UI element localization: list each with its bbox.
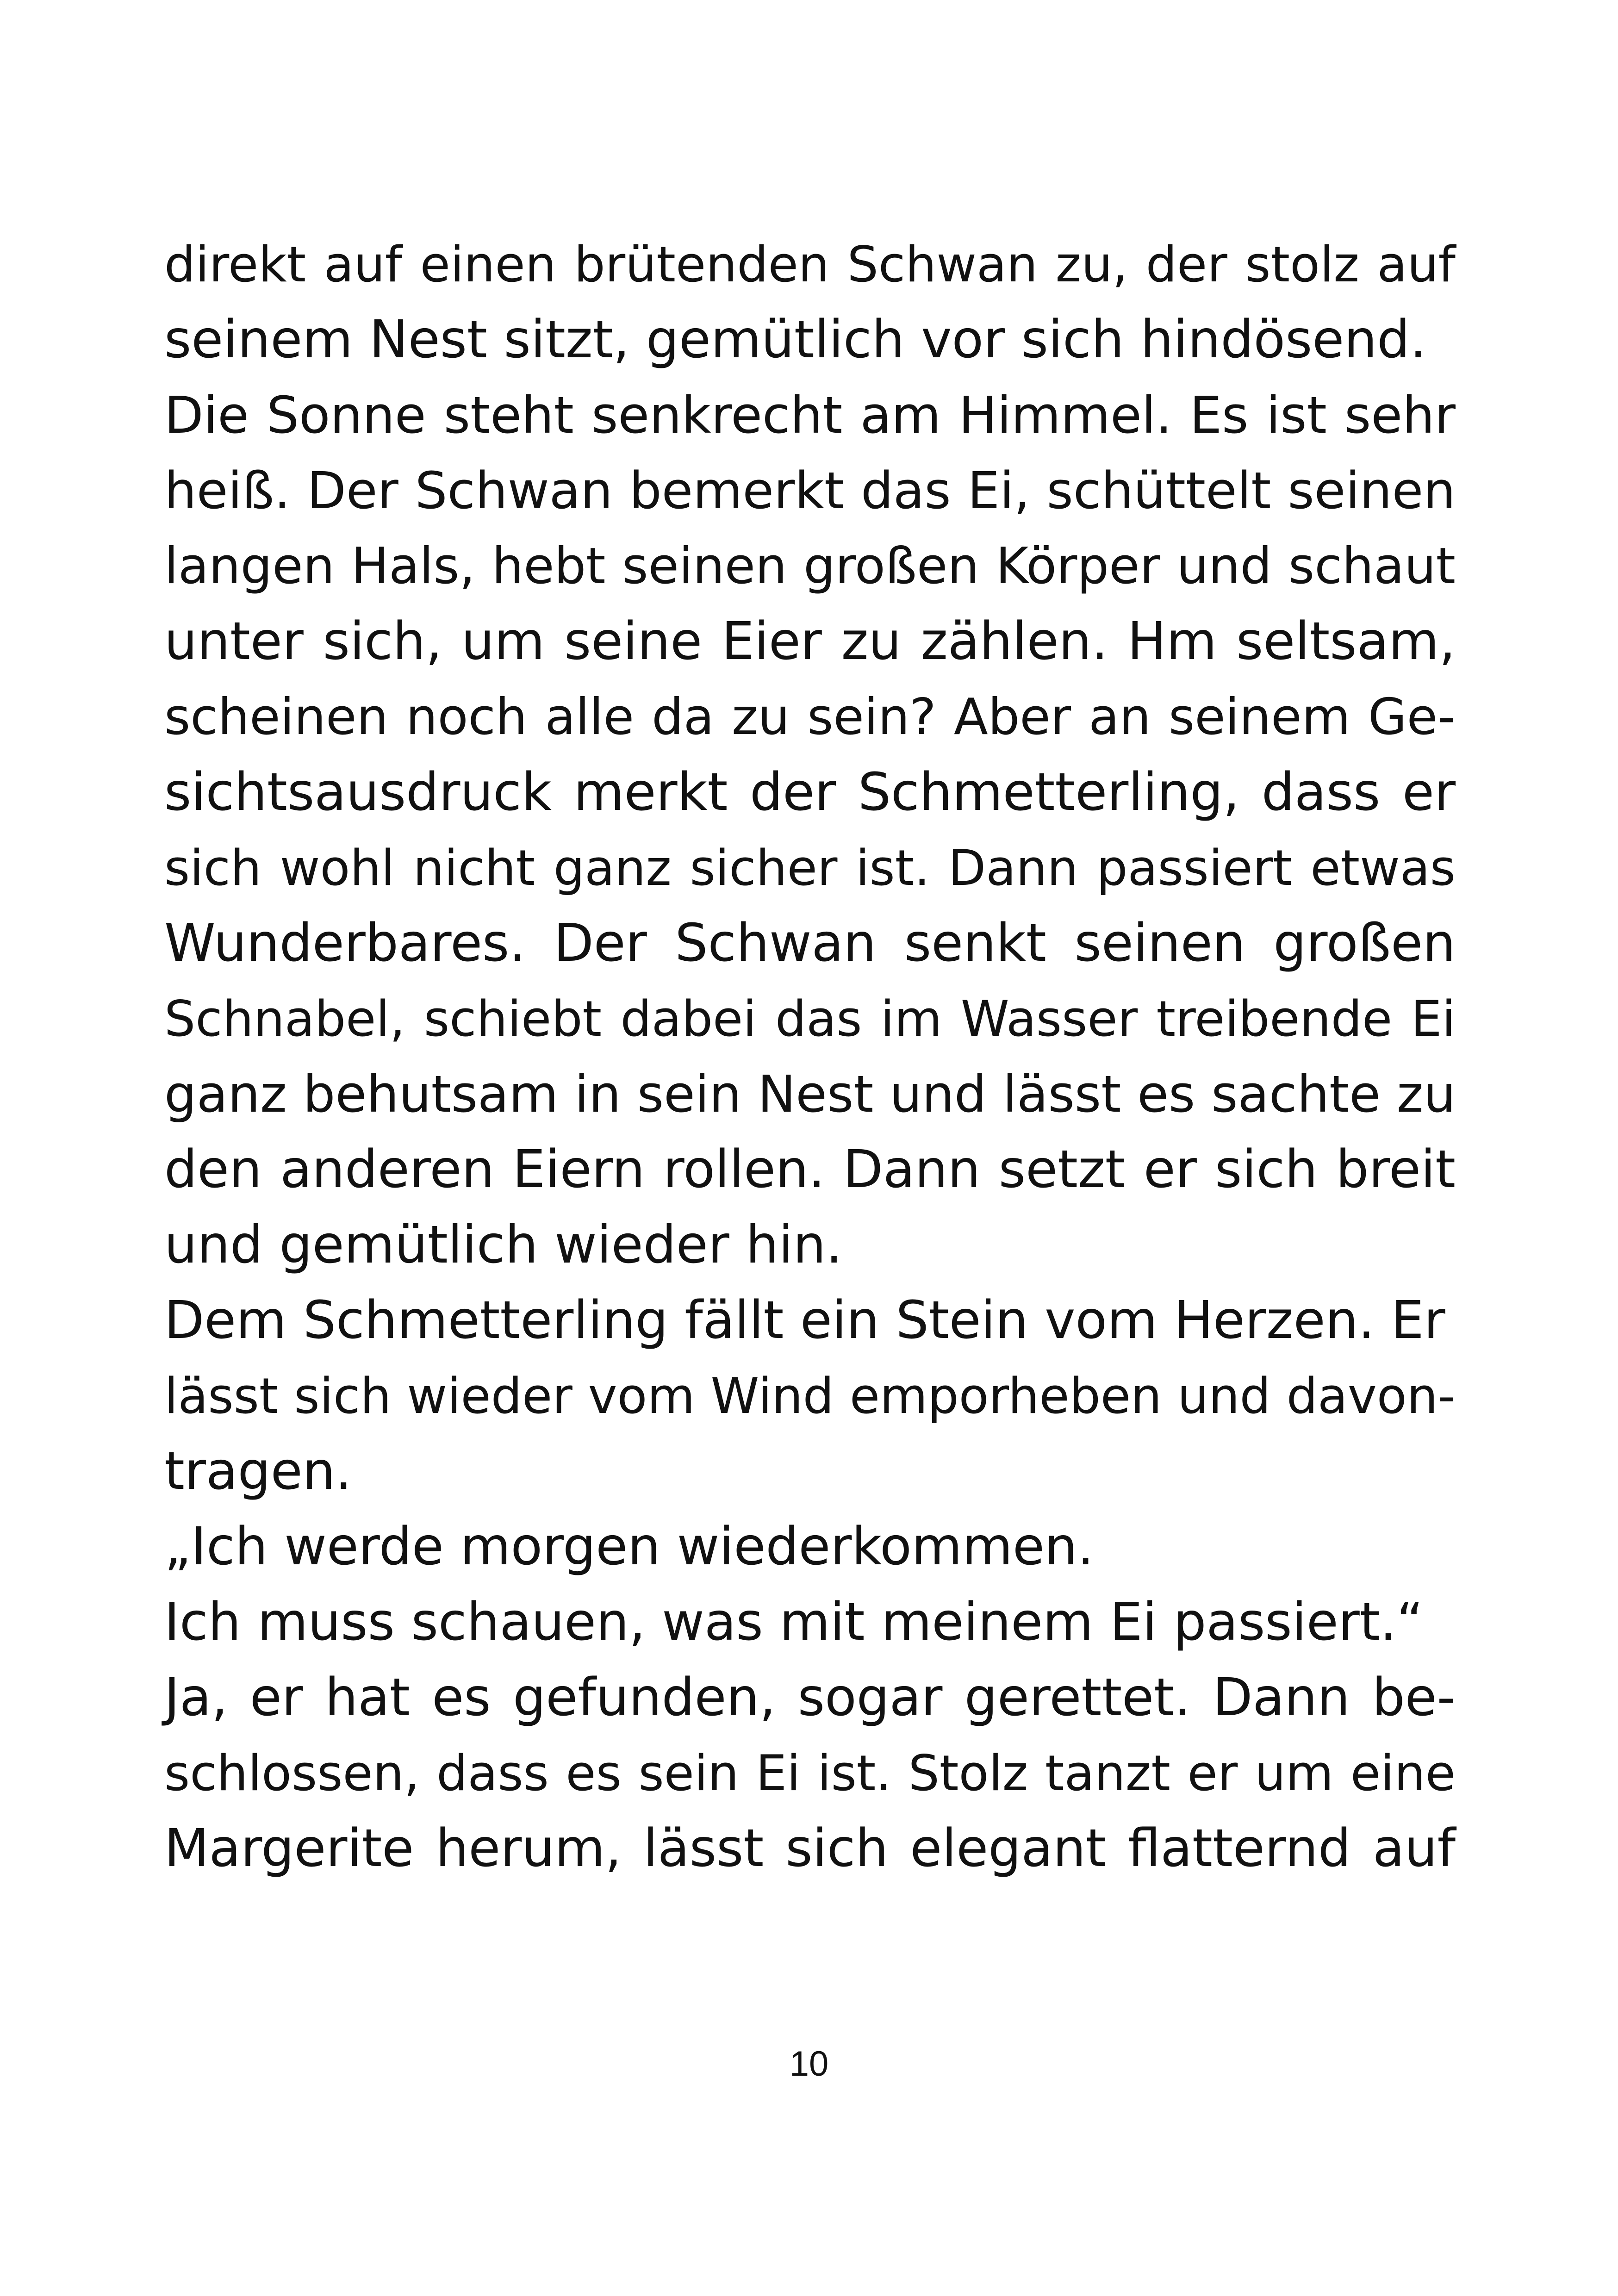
text-line: scheinen noch alle da zu sein? Aber an seinem Ge-: [164, 688, 1456, 746]
text-line: lässt sich wieder vom Wind emporheben und davon-: [164, 1368, 1456, 1425]
text-line: und gemütlich wieder hin.: [164, 1215, 843, 1275]
text-line: langen Hals, hebt seinen großen Körper und schaut: [164, 537, 1456, 595]
text-line: unter sich, um seine Eier zu zählen. Hm seltsam,: [164, 611, 1456, 672]
page-number: 10: [789, 2044, 829, 2084]
body-text: [164, 227, 1456, 1886]
text-line: heiß. Der Schwan bemerkt das Ei, schüttelt seinen: [164, 461, 1456, 520]
text-line: schlossen, dass es sein Ei ist. Stolz tanzt er um eine: [164, 1745, 1456, 1802]
text-line: Ja, er hat es gefunden, sogar gerettet. Dann be-: [164, 1668, 1456, 1728]
text-line: „Ich werde morgen wiederkommen.: [164, 1517, 1094, 1577]
text-line: direkt auf einen brütenden Schwan zu, der stolz auf: [164, 236, 1456, 293]
text-line: Die Sonne steht senkrecht am Himmel. Es ist sehr: [164, 386, 1456, 445]
text-line: tragen.: [164, 1441, 352, 1501]
text-line: Margerite herum, lässt sich elegant flatternd auf: [164, 1818, 1456, 1879]
text-line: Wunderbares. Der Schwan senkt seinen großen: [164, 913, 1456, 973]
text-line: seinem Nest sitzt, gemütlich vor sich hindösend.: [164, 310, 1426, 370]
text-line: Ich muss schauen, was mit meinem Ei passiert.“: [164, 1592, 1424, 1652]
text-line: ganz behutsam in sein Nest und lässt es sachte zu: [164, 1064, 1456, 1124]
text-line: sich wohl nicht ganz sicher ist. Dann passiert etwas: [164, 840, 1456, 896]
text-line: den anderen Eiern rollen. Dann setzt er sich breit: [164, 1139, 1456, 1200]
text-line: Dem Schmetterling fällt ein Stein vom Herzen. Er: [164, 1290, 1445, 1350]
text-line: Schnabel, schiebt dabei das im Wasser treibende Ei: [164, 990, 1456, 1047]
text-line: sichtsausdruck merkt der Schmetterling, dass er: [164, 762, 1456, 822]
